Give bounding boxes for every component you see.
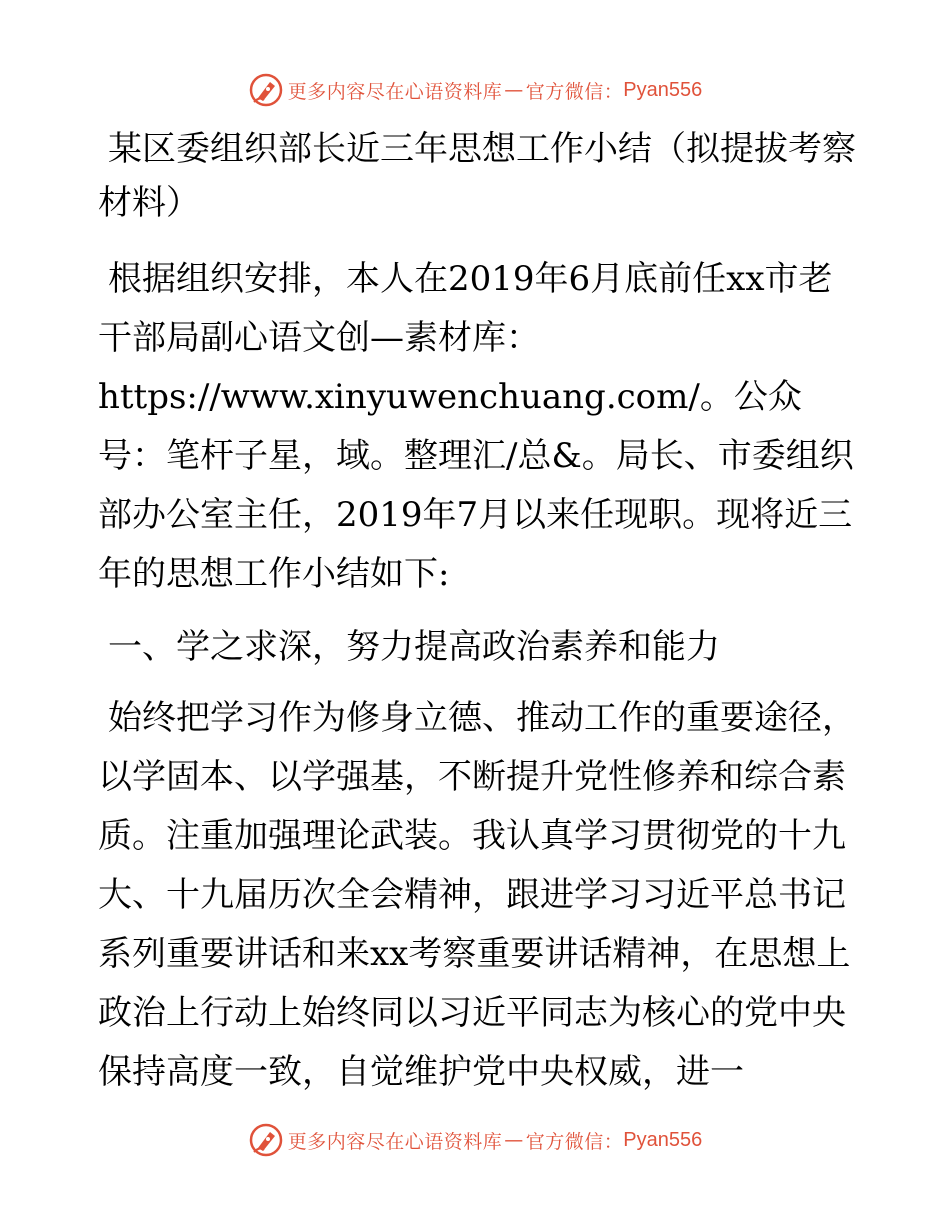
watermark-text: 更多内容尽在心语资料库 [287,80,503,103]
watermark-id: Pyan556 [623,78,703,101]
pen-nib-logo-icon [248,72,284,108]
pen-nib-logo-icon [248,1122,284,1158]
document-title: 某区委组织部长近三年思想工作小结（拟提拔考察材料） [98,129,856,223]
watermark-id: Pyan556 [623,1128,703,1151]
section-heading-1: 一、学之求深，努力提高政治素养和能力 [108,627,720,667]
watermark-separator: — [504,1129,524,1151]
paragraph-section-1: 始终把学习作为修身立德、推动工作的重要途径，以学固本、以学强基，不断提升党性修养和综合素质。注重加强理论武装。我认真学习贯彻党的十九大、十九届历次全会精神，跟进学习习近平总书记系列重要讲话和来xx考察重要讲话精神，在思想上政治上行动上始终同以习近平同志为核心的党中央保持高度一致，自觉维护党中央权威，进一 [98,698,856,1092]
watermark-text: 更多内容尽在心语资料库 [287,1130,503,1153]
watermark-footer [0,1120,950,1160]
paragraph-intro: 根据组织安排，本人在2019年6月底前任xx市老干部局副心语文创—素材库：https://www.xinyuwenchuang.com/。公众号：笔杆子星，域。整理汇/总&。局长、市委组织部办公室主任，2019年7月以来任现职。现将近三年的思想工作小结如下: [98,259,854,594]
document-body [98,122,858,1102]
watermark-official: 官方微信： [525,80,624,103]
watermark-header [0,70,950,110]
watermark-separator: — [504,79,524,101]
watermark-official: 官方微信： [525,1130,624,1153]
